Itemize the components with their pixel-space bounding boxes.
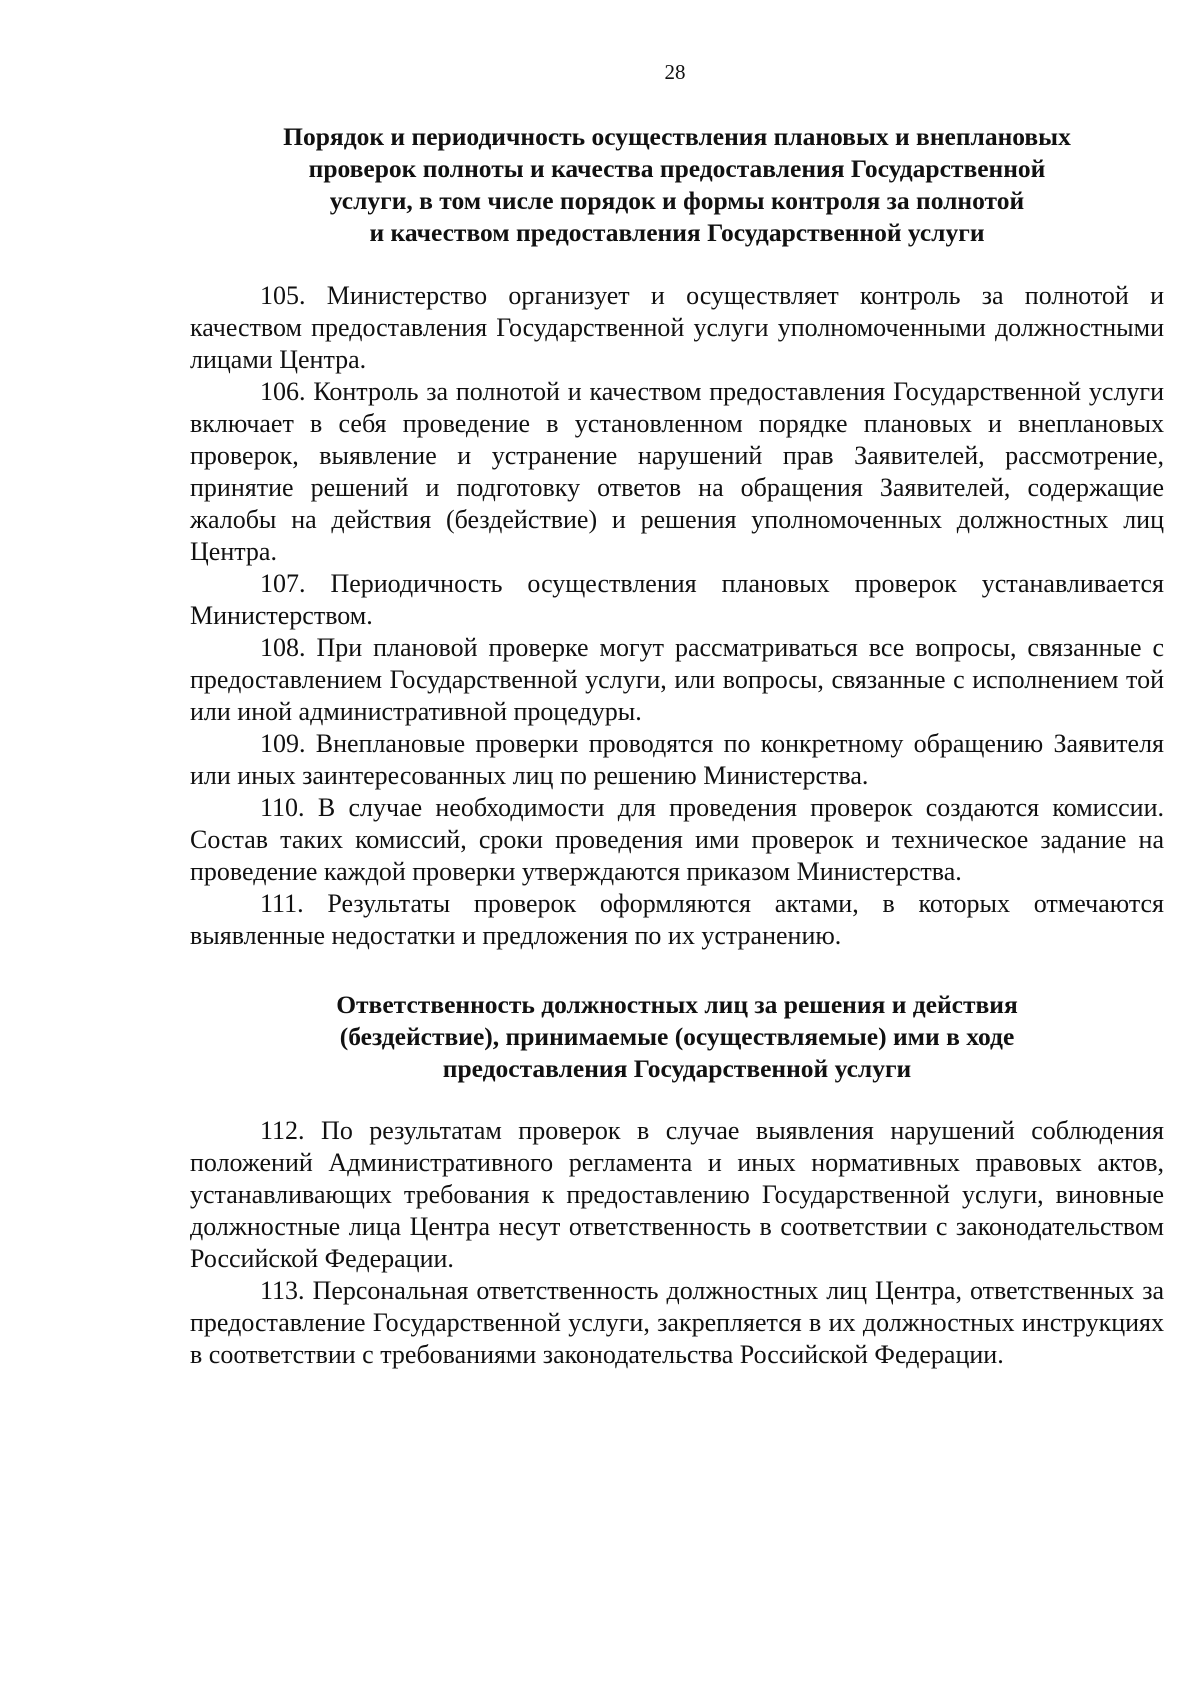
paragraph-113: [190, 1275, 1164, 1371]
paragraph-text: Контроль за полнотой и качеством предоставления Государственной услуги включает в себя проведение в установленном порядке плановых и внеплановых проверок, выявление и устранение нарушений прав Заявителей, рассмотрение, принятие решений и подготовку ответов на обращения Заявителей, содержащие жалобы на действия (бездействие) и решения уполномоченных должностных лиц Центра.: [190, 377, 1164, 566]
paragraph-number: 107.: [260, 569, 306, 598]
paragraph-number: 105.: [260, 281, 306, 310]
paragraph-107: [190, 568, 1164, 632]
paragraph-106: [190, 376, 1164, 568]
section-heading-control: [190, 121, 1164, 249]
paragraph-number: 106.: [260, 377, 306, 406]
paragraph-109: [190, 728, 1164, 792]
paragraph-text: Персональная ответственность должностных лиц Центра, ответственных за предоставление Государственной услуги, закрепляется в их должностных инструкциях в соответствии с требованиями законодательства Российской Федерации.: [190, 1276, 1164, 1369]
paragraph-text: Периодичность осуществления плановых проверок устанавливается Министерством.: [190, 569, 1164, 630]
heading-line: и качеством предоставления Государственной услуги: [369, 218, 985, 247]
heading-line: (бездействие), принимаемые (осуществляемые) ими в ходе: [339, 1022, 1015, 1051]
heading-line: Порядок и периодичность осуществления плановых и внеплановых: [283, 122, 1071, 151]
heading-line: Ответственность должностных лиц за решения и действия: [336, 990, 1018, 1019]
paragraph-text: При плановой проверке могут рассматриваться все вопросы, связанные с предоставлением Государственной услуги, или вопросы, связанные с исполнением той или иной административной процедуры.: [190, 633, 1164, 726]
paragraph-text: Результаты проверок оформляются актами, в которых отмечаются выявленные недостатки и предложения по их устранению.: [190, 889, 1164, 950]
paragraph-111: [190, 888, 1164, 952]
paragraph-number: 113.: [260, 1276, 305, 1305]
paragraph-108: [190, 632, 1164, 728]
heading-line: предоставления Государственной услуги: [442, 1054, 912, 1083]
paragraph-number: 110.: [260, 793, 305, 822]
paragraph-text: В случае необходимости для проведения проверок создаются комиссии. Состав таких комиссий, сроки проведения ими проверок и техническое задание на проведение каждой проверки утверждаются приказом Министерства.: [190, 793, 1165, 886]
paragraph-110: [190, 792, 1164, 888]
document-body: [190, 121, 1164, 1371]
paragraph-text: По результатам проверок в случае выявления нарушений соблюдения положений Административного регламента и иных нормативных правовых актов, устанавливающих требования к предоставлению Государственной услуги, виновные должностные лица Центра несут ответственность в соответствии с законодательством Российской Федерации.: [190, 1116, 1165, 1273]
heading-line: проверок полноты и качества предоставления Государственной: [308, 154, 1046, 183]
paragraph-number: 112.: [260, 1116, 305, 1145]
paragraph-text: Внеплановые проверки проводятся по конкретному обращению Заявителя или иных заинтересованных лиц по решению Министерства.: [190, 729, 1164, 790]
paragraph-number: 108.: [260, 633, 306, 662]
paragraph-number: 111.: [260, 889, 304, 918]
paragraph-112: [190, 1115, 1164, 1275]
section-heading-responsibility: [190, 989, 1164, 1085]
page-number: 28: [664, 60, 686, 84]
paragraph-number: 109.: [260, 729, 306, 758]
paragraph-text: Министерство организует и осуществляет контроль за полнотой и качеством предоставления Государственной услуги уполномоченными должностными лицами Центра.: [190, 281, 1164, 374]
paragraph-105: [190, 280, 1164, 376]
heading-line: услуги, в том числе порядок и формы контроля за полнотой: [329, 186, 1025, 215]
